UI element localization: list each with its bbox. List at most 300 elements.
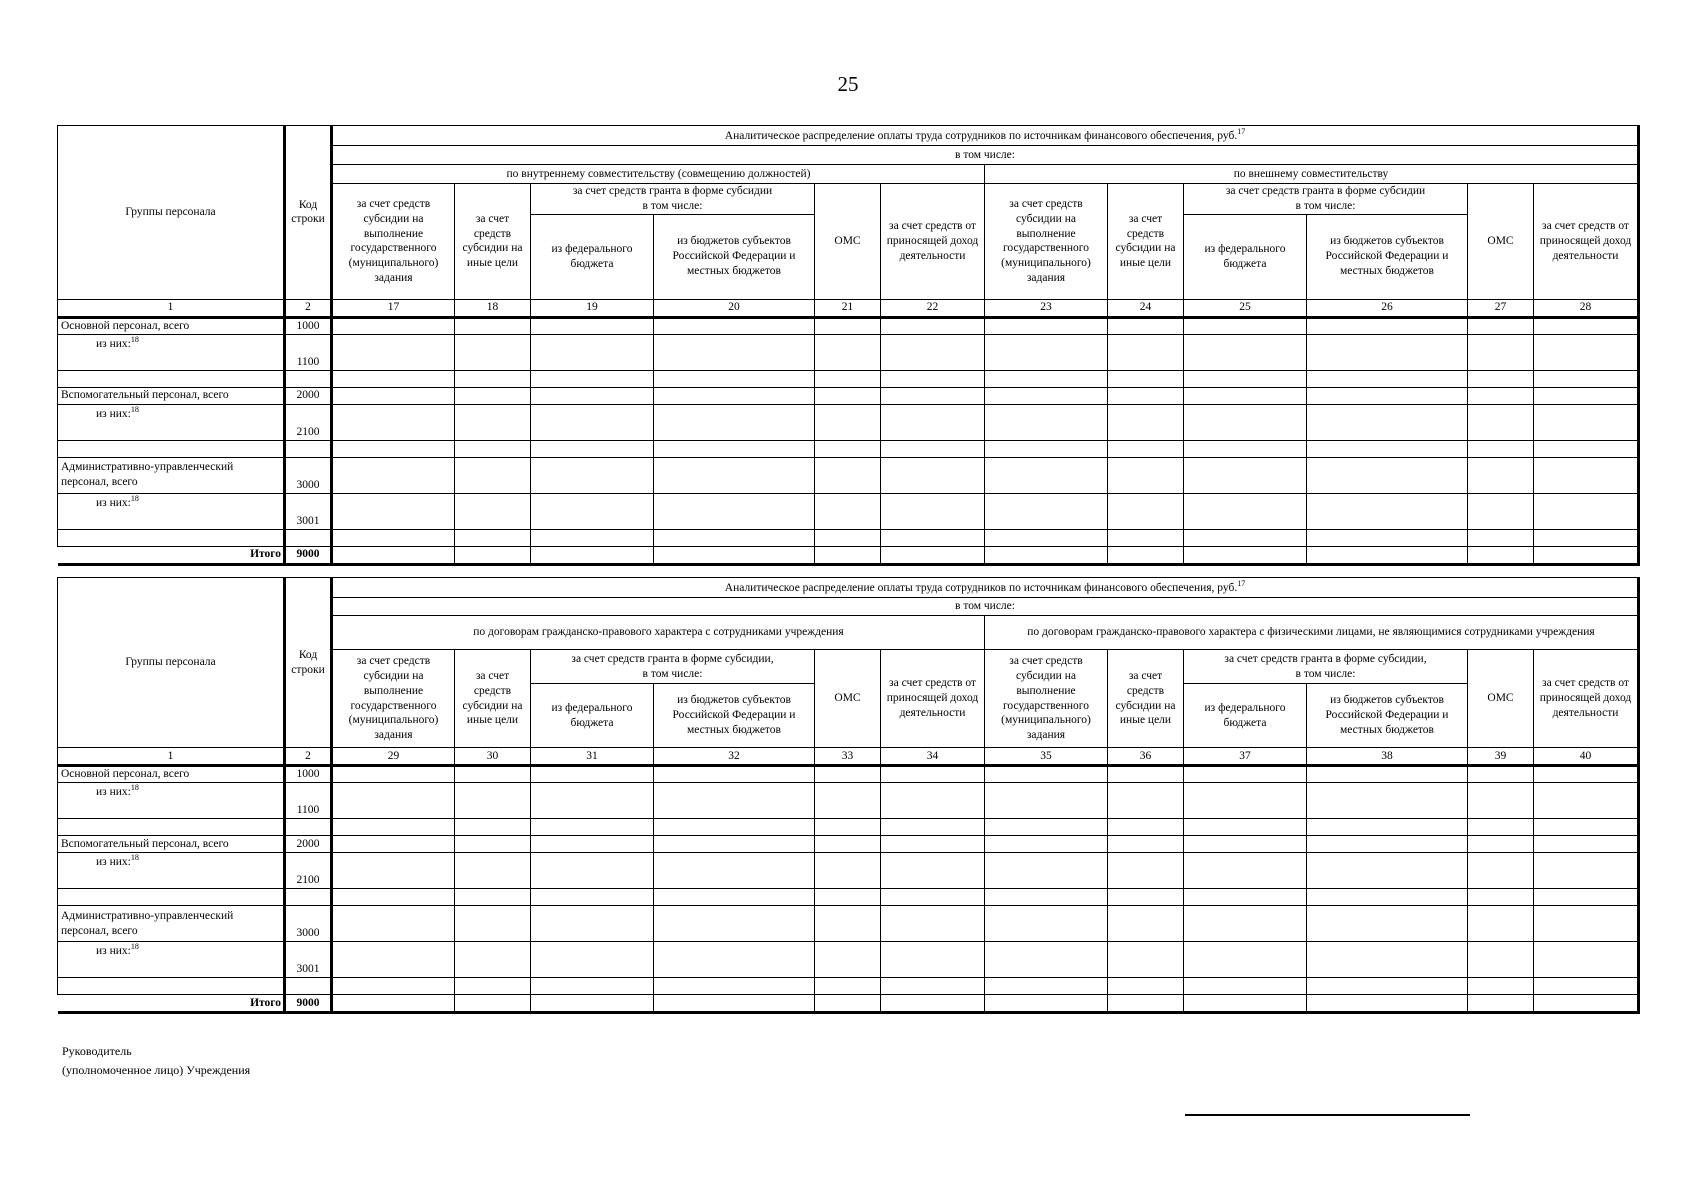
row-code bbox=[285, 889, 332, 906]
data-cell[interactable] bbox=[332, 889, 455, 906]
data-cell[interactable] bbox=[1468, 546, 1534, 564]
data-cell[interactable] bbox=[332, 493, 455, 529]
col-number: 33 bbox=[815, 748, 881, 766]
data-cell[interactable] bbox=[332, 995, 455, 1013]
data-cell[interactable] bbox=[531, 889, 654, 906]
data-cell[interactable] bbox=[985, 546, 1108, 564]
data-cell[interactable] bbox=[1307, 529, 1468, 546]
data-cell[interactable] bbox=[1468, 995, 1534, 1013]
data-cell[interactable] bbox=[1468, 317, 1534, 334]
data-cell[interactable] bbox=[881, 317, 985, 334]
data-cell[interactable] bbox=[654, 766, 815, 783]
row-code: 1100 bbox=[285, 783, 332, 819]
data-cell[interactable] bbox=[654, 529, 815, 546]
data-cell[interactable] bbox=[332, 529, 455, 546]
data-cell[interactable] bbox=[985, 334, 1108, 370]
data-cell[interactable] bbox=[1468, 836, 1534, 853]
data-cell[interactable] bbox=[1307, 942, 1468, 978]
data-cell[interactable] bbox=[654, 942, 815, 978]
row-code bbox=[285, 529, 332, 546]
data-cell[interactable] bbox=[455, 317, 531, 334]
data-cell[interactable] bbox=[531, 440, 654, 457]
row-label: Основной персонал, всего bbox=[58, 317, 285, 334]
data-cell[interactable] bbox=[1108, 783, 1184, 819]
col-income-activity: за счет средств от приносящей доход деятельности bbox=[1534, 184, 1639, 300]
data-cell[interactable] bbox=[1534, 836, 1639, 853]
data-cell[interactable] bbox=[455, 889, 531, 906]
data-cell[interactable] bbox=[1307, 889, 1468, 906]
data-cell[interactable] bbox=[815, 819, 881, 836]
data-cell[interactable] bbox=[881, 457, 985, 493]
data-cell[interactable] bbox=[881, 546, 985, 564]
data-cell[interactable] bbox=[1307, 370, 1468, 387]
data-cell[interactable] bbox=[332, 819, 455, 836]
data-cell[interactable] bbox=[1534, 995, 1639, 1013]
data-cell[interactable] bbox=[1307, 457, 1468, 493]
row-code: 3000 bbox=[285, 457, 332, 493]
data-cell[interactable] bbox=[455, 546, 531, 564]
data-cell[interactable] bbox=[531, 457, 654, 493]
data-cell[interactable] bbox=[455, 766, 531, 783]
data-cell[interactable] bbox=[1108, 457, 1184, 493]
data-cell[interactable] bbox=[1534, 493, 1639, 529]
data-cell[interactable] bbox=[455, 942, 531, 978]
data-cell[interactable] bbox=[654, 317, 815, 334]
data-cell[interactable] bbox=[332, 836, 455, 853]
grant-header: за счет средств гранта в форме субсидии в том числе: bbox=[1184, 184, 1468, 215]
data-cell[interactable] bbox=[815, 529, 881, 546]
data-cell[interactable] bbox=[1184, 440, 1307, 457]
data-cell[interactable] bbox=[455, 493, 531, 529]
data-cell[interactable] bbox=[654, 457, 815, 493]
data-cell[interactable] bbox=[1184, 853, 1307, 889]
data-cell[interactable] bbox=[815, 457, 881, 493]
table-row bbox=[58, 766, 1639, 783]
signature-line[interactable] bbox=[1185, 1114, 1470, 1116]
data-cell[interactable] bbox=[1468, 978, 1534, 995]
row-label: из них:$^{18}$ bbox=[58, 783, 285, 819]
row-label: из них:$^{18}$ bbox=[58, 942, 285, 978]
data-cell[interactable] bbox=[332, 783, 455, 819]
data-cell[interactable] bbox=[985, 889, 1108, 906]
data-cell[interactable] bbox=[1184, 334, 1307, 370]
data-cell[interactable] bbox=[654, 978, 815, 995]
data-cell[interactable] bbox=[332, 766, 455, 783]
data-cell[interactable] bbox=[1184, 819, 1307, 836]
data-cell[interactable] bbox=[455, 457, 531, 493]
col-subsidy-other: за счет средств субсидии на иные цели bbox=[455, 184, 531, 300]
row-code: 2000 bbox=[285, 387, 332, 404]
data-cell[interactable] bbox=[815, 889, 881, 906]
data-cell[interactable] bbox=[985, 766, 1108, 783]
data-cell[interactable] bbox=[1108, 387, 1184, 404]
data-cell[interactable] bbox=[1534, 819, 1639, 836]
data-cell[interactable] bbox=[1184, 766, 1307, 783]
data-cell[interactable] bbox=[1184, 387, 1307, 404]
data-cell[interactable] bbox=[985, 529, 1108, 546]
data-cell[interactable] bbox=[654, 546, 815, 564]
data-cell[interactable] bbox=[985, 440, 1108, 457]
col-subsidy-state-task: за счет средств субсидии на выполнение государственного (муниципального) задания bbox=[332, 650, 455, 748]
data-cell[interactable] bbox=[1184, 457, 1307, 493]
data-cell[interactable] bbox=[815, 853, 881, 889]
data-cell[interactable] bbox=[531, 995, 654, 1013]
data-cell[interactable] bbox=[531, 819, 654, 836]
col-number: 25 bbox=[1184, 299, 1307, 317]
data-cell[interactable] bbox=[654, 853, 815, 889]
data-cell[interactable] bbox=[985, 995, 1108, 1013]
data-cell[interactable] bbox=[1307, 995, 1468, 1013]
data-cell[interactable] bbox=[1184, 906, 1307, 942]
data-cell[interactable] bbox=[881, 529, 985, 546]
data-cell[interactable] bbox=[1534, 783, 1639, 819]
data-cell[interactable] bbox=[1307, 493, 1468, 529]
data-cell[interactable] bbox=[1108, 317, 1184, 334]
data-cell[interactable] bbox=[1108, 766, 1184, 783]
data-cell[interactable] bbox=[1307, 317, 1468, 334]
data-cell[interactable] bbox=[881, 889, 985, 906]
data-cell[interactable] bbox=[881, 836, 985, 853]
col-federal-budget: из федерального бюджета bbox=[531, 684, 654, 748]
data-cell[interactable] bbox=[881, 942, 985, 978]
data-cell[interactable] bbox=[1307, 853, 1468, 889]
group-right-header: по договорам гражданско-правового характера с физическими лицами, не являющимися сотрудниками учреждения bbox=[985, 616, 1639, 650]
col-income-activity: за счет средств от приносящей доход деятельности bbox=[881, 650, 985, 748]
data-cell[interactable] bbox=[1184, 493, 1307, 529]
table-row bbox=[58, 334, 1639, 370]
data-cell[interactable] bbox=[1108, 529, 1184, 546]
data-cell[interactable] bbox=[654, 836, 815, 853]
data-cell[interactable] bbox=[1468, 942, 1534, 978]
data-cell[interactable] bbox=[531, 334, 654, 370]
data-cell[interactable] bbox=[654, 370, 815, 387]
data-cell[interactable] bbox=[654, 889, 815, 906]
data-cell[interactable] bbox=[1307, 546, 1468, 564]
data-cell[interactable] bbox=[455, 783, 531, 819]
data-cell[interactable] bbox=[815, 995, 881, 1013]
col-federal-budget: из федерального бюджета bbox=[1184, 214, 1307, 299]
col-subsidy-state-task: за счет средств субсидии на выполнение государственного (муниципального) задания bbox=[985, 184, 1108, 300]
data-cell[interactable] bbox=[455, 387, 531, 404]
data-cell[interactable] bbox=[531, 942, 654, 978]
data-cell[interactable] bbox=[1534, 978, 1639, 995]
data-cell[interactable] bbox=[1108, 889, 1184, 906]
data-cell[interactable] bbox=[455, 836, 531, 853]
data-cell[interactable] bbox=[1184, 942, 1307, 978]
data-cell[interactable] bbox=[455, 906, 531, 942]
table-row bbox=[58, 317, 1639, 334]
data-cell[interactable] bbox=[332, 334, 455, 370]
data-cell[interactable] bbox=[1534, 942, 1639, 978]
data-cell[interactable] bbox=[1468, 906, 1534, 942]
data-cell[interactable] bbox=[1468, 889, 1534, 906]
data-cell[interactable] bbox=[332, 404, 455, 440]
data-cell[interactable] bbox=[1468, 387, 1534, 404]
data-cell[interactable] bbox=[332, 317, 455, 334]
row-label: из них:$^{18}$ bbox=[58, 404, 285, 440]
row-label: из них:$^{18}$ bbox=[58, 493, 285, 529]
data-cell[interactable] bbox=[531, 766, 654, 783]
data-cell[interactable] bbox=[985, 387, 1108, 404]
data-cell[interactable] bbox=[1108, 546, 1184, 564]
data-cell[interactable] bbox=[1108, 493, 1184, 529]
data-cell[interactable] bbox=[455, 370, 531, 387]
data-cell[interactable] bbox=[455, 404, 531, 440]
data-cell[interactable] bbox=[1184, 995, 1307, 1013]
col-number: 23 bbox=[985, 299, 1108, 317]
row-label bbox=[58, 978, 285, 995]
data-cell[interactable] bbox=[332, 457, 455, 493]
data-cell[interactable] bbox=[1184, 317, 1307, 334]
data-cell[interactable] bbox=[531, 404, 654, 440]
data-cell[interactable] bbox=[881, 906, 985, 942]
data-cell[interactable] bbox=[332, 942, 455, 978]
data-cell[interactable] bbox=[985, 493, 1108, 529]
data-cell[interactable] bbox=[1307, 978, 1468, 995]
data-cell[interactable] bbox=[654, 404, 815, 440]
table-row bbox=[58, 529, 1639, 546]
data-cell[interactable] bbox=[1468, 853, 1534, 889]
data-cell[interactable] bbox=[654, 493, 815, 529]
data-cell[interactable] bbox=[332, 546, 455, 564]
data-cell[interactable] bbox=[985, 370, 1108, 387]
data-cell[interactable] bbox=[1307, 766, 1468, 783]
data-cell[interactable] bbox=[332, 387, 455, 404]
data-cell[interactable] bbox=[1534, 853, 1639, 889]
row-code bbox=[285, 440, 332, 457]
data-cell[interactable] bbox=[815, 334, 881, 370]
data-cell[interactable] bbox=[531, 783, 654, 819]
data-cell[interactable] bbox=[332, 906, 455, 942]
col-oms: ОМС bbox=[815, 650, 881, 748]
col-subsidy-state-task: за счет средств субсидии на выполнение государственного (муниципального) задания bbox=[332, 184, 455, 300]
data-cell[interactable] bbox=[654, 995, 815, 1013]
page-number: 25 bbox=[837, 72, 859, 96]
data-cell[interactable] bbox=[531, 906, 654, 942]
col-oms: ОМС bbox=[1468, 184, 1534, 300]
data-cell[interactable] bbox=[531, 493, 654, 529]
data-cell[interactable] bbox=[654, 440, 815, 457]
data-cell[interactable] bbox=[985, 317, 1108, 334]
data-cell[interactable] bbox=[654, 906, 815, 942]
data-cell[interactable] bbox=[815, 766, 881, 783]
data-cell[interactable] bbox=[1108, 370, 1184, 387]
data-cell[interactable] bbox=[815, 546, 881, 564]
data-cell[interactable] bbox=[531, 853, 654, 889]
data-cell[interactable] bbox=[985, 783, 1108, 819]
data-cell[interactable] bbox=[881, 853, 985, 889]
row-code bbox=[285, 819, 332, 836]
data-cell[interactable] bbox=[815, 440, 881, 457]
row-code: 1000 bbox=[285, 317, 332, 334]
data-cell[interactable] bbox=[654, 334, 815, 370]
code-header: Код строки bbox=[285, 578, 332, 748]
data-cell[interactable] bbox=[985, 836, 1108, 853]
data-cell[interactable] bbox=[1534, 440, 1639, 457]
data-cell[interactable] bbox=[815, 942, 881, 978]
col-number: 26 bbox=[1307, 299, 1468, 317]
data-cell[interactable] bbox=[985, 906, 1108, 942]
data-cell[interactable] bbox=[881, 978, 985, 995]
data-cell[interactable] bbox=[332, 440, 455, 457]
data-cell[interactable] bbox=[985, 819, 1108, 836]
data-cell[interactable] bbox=[815, 906, 881, 942]
col-number: 1 bbox=[58, 748, 285, 766]
data-cell[interactable] bbox=[1534, 766, 1639, 783]
grant-header: за счет средств гранта в форме субсидии, в том числе: bbox=[1184, 650, 1468, 684]
data-cell[interactable] bbox=[1307, 440, 1468, 457]
data-cell[interactable] bbox=[881, 766, 985, 783]
data-cell[interactable] bbox=[1468, 819, 1534, 836]
data-cell[interactable] bbox=[1184, 404, 1307, 440]
col-number: 21 bbox=[815, 299, 881, 317]
data-cell[interactable] bbox=[815, 317, 881, 334]
data-cell[interactable] bbox=[332, 370, 455, 387]
data-cell[interactable] bbox=[1184, 889, 1307, 906]
grant-header: за счет средств гранта в форме субсидии в том числе: bbox=[531, 184, 815, 215]
data-cell[interactable] bbox=[332, 853, 455, 889]
data-cell[interactable] bbox=[881, 440, 985, 457]
table-row bbox=[58, 387, 1639, 404]
data-cell[interactable] bbox=[1307, 906, 1468, 942]
data-cell[interactable] bbox=[1468, 766, 1534, 783]
data-cell[interactable] bbox=[815, 493, 881, 529]
data-cell[interactable] bbox=[815, 978, 881, 995]
col-number: 24 bbox=[1108, 299, 1184, 317]
data-cell[interactable] bbox=[1468, 334, 1534, 370]
table-row bbox=[58, 370, 1639, 387]
data-cell[interactable] bbox=[1468, 529, 1534, 546]
data-cell[interactable] bbox=[332, 978, 455, 995]
table-row bbox=[58, 493, 1639, 529]
row-label: Основной персонал, всего bbox=[58, 766, 285, 783]
col-oms: ОМС bbox=[1468, 650, 1534, 748]
data-cell[interactable] bbox=[455, 334, 531, 370]
data-cell[interactable] bbox=[1108, 853, 1184, 889]
data-cell[interactable] bbox=[1108, 440, 1184, 457]
col-number: 2 bbox=[285, 748, 332, 766]
data-cell[interactable] bbox=[815, 783, 881, 819]
data-cell[interactable] bbox=[815, 387, 881, 404]
data-cell[interactable] bbox=[1468, 370, 1534, 387]
data-cell[interactable] bbox=[1307, 783, 1468, 819]
data-cell[interactable] bbox=[985, 457, 1108, 493]
data-cell[interactable] bbox=[985, 404, 1108, 440]
data-cell[interactable] bbox=[1184, 836, 1307, 853]
data-cell[interactable] bbox=[1184, 978, 1307, 995]
data-cell[interactable] bbox=[881, 334, 985, 370]
data-cell[interactable] bbox=[881, 995, 985, 1013]
data-cell[interactable] bbox=[1108, 942, 1184, 978]
col-number: 39 bbox=[1468, 748, 1534, 766]
data-cell[interactable] bbox=[1184, 783, 1307, 819]
data-cell[interactable] bbox=[985, 978, 1108, 995]
data-cell[interactable] bbox=[654, 387, 815, 404]
data-cell[interactable] bbox=[1534, 906, 1639, 942]
data-cell[interactable] bbox=[1108, 906, 1184, 942]
row-label bbox=[58, 529, 285, 546]
data-cell[interactable] bbox=[455, 440, 531, 457]
col-number: 35 bbox=[985, 748, 1108, 766]
data-cell[interactable] bbox=[455, 995, 531, 1013]
data-cell[interactable] bbox=[1468, 440, 1534, 457]
data-cell[interactable] bbox=[1468, 404, 1534, 440]
data-cell[interactable] bbox=[1307, 819, 1468, 836]
data-cell[interactable] bbox=[654, 783, 815, 819]
data-cell[interactable] bbox=[815, 370, 881, 387]
groups-header: Группы персонала bbox=[58, 126, 285, 300]
data-cell[interactable] bbox=[531, 370, 654, 387]
row-code: 3001 bbox=[285, 493, 332, 529]
data-cell[interactable] bbox=[531, 836, 654, 853]
row-code: 3001 bbox=[285, 942, 332, 978]
data-cell[interactable] bbox=[455, 529, 531, 546]
total-label: Итого bbox=[58, 995, 285, 1013]
data-cell[interactable] bbox=[1534, 457, 1639, 493]
col-number: 37 bbox=[1184, 748, 1307, 766]
data-cell[interactable] bbox=[1534, 370, 1639, 387]
data-cell[interactable] bbox=[1307, 404, 1468, 440]
data-cell[interactable] bbox=[1468, 493, 1534, 529]
data-cell[interactable] bbox=[654, 819, 815, 836]
data-cell[interactable] bbox=[1534, 889, 1639, 906]
data-cell[interactable] bbox=[1534, 334, 1639, 370]
data-cell[interactable] bbox=[455, 853, 531, 889]
data-cell[interactable] bbox=[1534, 529, 1639, 546]
data-cell[interactable] bbox=[1108, 995, 1184, 1013]
data-cell[interactable] bbox=[1307, 387, 1468, 404]
data-cell[interactable] bbox=[881, 387, 985, 404]
data-cell[interactable] bbox=[1307, 334, 1468, 370]
data-cell[interactable] bbox=[455, 978, 531, 995]
data-cell[interactable] bbox=[531, 529, 654, 546]
data-cell[interactable] bbox=[531, 317, 654, 334]
row-label: Административно-управленческий персонал, всего bbox=[58, 906, 285, 942]
data-cell[interactable] bbox=[531, 978, 654, 995]
data-cell[interactable] bbox=[1468, 457, 1534, 493]
data-cell[interactable] bbox=[1184, 529, 1307, 546]
data-cell[interactable] bbox=[1108, 836, 1184, 853]
data-cell[interactable] bbox=[881, 819, 985, 836]
data-cell[interactable] bbox=[985, 942, 1108, 978]
data-cell[interactable] bbox=[815, 836, 881, 853]
data-cell[interactable] bbox=[531, 387, 654, 404]
data-cell[interactable] bbox=[815, 404, 881, 440]
data-cell[interactable] bbox=[881, 404, 985, 440]
data-cell[interactable] bbox=[1184, 370, 1307, 387]
data-cell[interactable] bbox=[1468, 783, 1534, 819]
data-cell[interactable] bbox=[881, 370, 985, 387]
data-cell[interactable] bbox=[1534, 387, 1639, 404]
code-header: Код строки bbox=[285, 126, 332, 300]
data-cell[interactable] bbox=[985, 853, 1108, 889]
data-cell[interactable] bbox=[1108, 404, 1184, 440]
data-cell[interactable] bbox=[1184, 546, 1307, 564]
col-number: 18 bbox=[455, 299, 531, 317]
data-cell[interactable] bbox=[531, 546, 654, 564]
data-cell[interactable] bbox=[1108, 334, 1184, 370]
col-number: 19 bbox=[531, 299, 654, 317]
data-cell[interactable] bbox=[1108, 819, 1184, 836]
data-cell[interactable] bbox=[1534, 317, 1639, 334]
data-cell[interactable] bbox=[881, 783, 985, 819]
data-cell[interactable] bbox=[1307, 836, 1468, 853]
data-cell[interactable] bbox=[1534, 546, 1639, 564]
data-cell[interactable] bbox=[1108, 978, 1184, 995]
data-cell[interactable] bbox=[881, 493, 985, 529]
data-cell[interactable] bbox=[1534, 404, 1639, 440]
data-cell[interactable] bbox=[455, 819, 531, 836]
